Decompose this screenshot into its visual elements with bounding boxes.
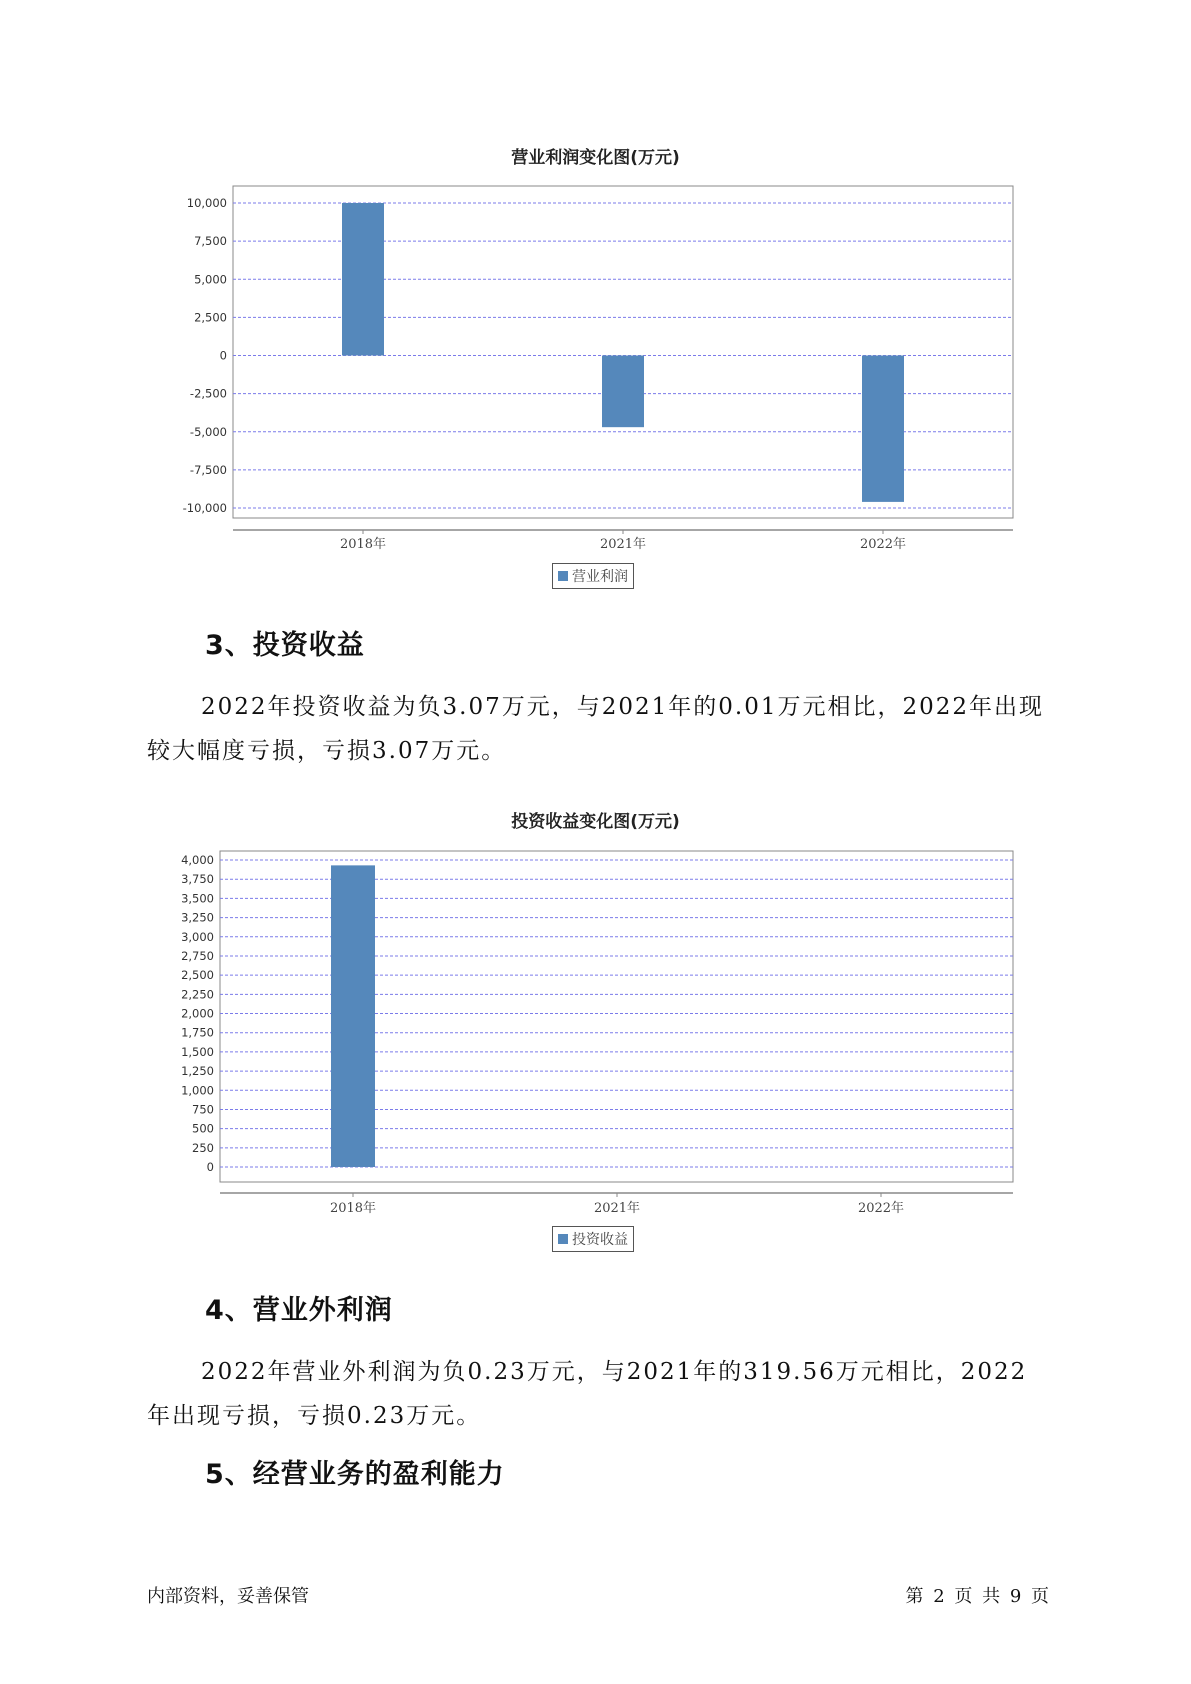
y-tick-label: 750 bbox=[192, 1102, 214, 1117]
chart-title: 营业利润变化图(万元) bbox=[511, 148, 680, 168]
y-tick-label: -7,500 bbox=[189, 462, 227, 477]
y-tick-label: 4,000 bbox=[181, 853, 214, 867]
section-heading-non-operating-profit: 4、营业外利润 bbox=[205, 1295, 393, 1326]
y-tick-label: 10,000 bbox=[186, 196, 227, 210]
plot-area bbox=[181, 851, 1013, 1216]
y-tick-label: -5,000 bbox=[189, 424, 227, 439]
x-tick-label: 2018年 bbox=[329, 1201, 377, 1216]
y-tick-label: 3,500 bbox=[181, 891, 214, 906]
y-tick-label: 3,000 bbox=[181, 929, 214, 944]
y-tick-label: 0 bbox=[206, 1160, 214, 1174]
y-tick-label: 1,500 bbox=[181, 1044, 214, 1059]
y-tick-label: 2,500 bbox=[194, 310, 227, 325]
legend-swatch bbox=[558, 1234, 568, 1244]
x-tick-label: 2022年 bbox=[859, 537, 907, 552]
y-tick-label: -10,000 bbox=[182, 501, 227, 515]
y-tick-label: 3,750 bbox=[181, 872, 214, 887]
section-heading-operating-profitability: 5、经营业务的盈利能力 bbox=[205, 1459, 505, 1490]
y-tick-label: 2,000 bbox=[181, 1006, 214, 1021]
x-tick-label: 2021年 bbox=[599, 537, 647, 552]
chart-legend bbox=[552, 1226, 634, 1252]
y-tick-label: 2,750 bbox=[181, 948, 214, 963]
y-tick-label: 1,750 bbox=[181, 1025, 214, 1040]
footer-page-number: 第 2 页 共 9 页 bbox=[905, 1586, 1051, 1607]
section-heading-investment-income: 3、投资收益 bbox=[205, 630, 365, 661]
paragraph-investment-income: 2022年投资收益为负3.07万元，与2021年的0.01万元相比，2022年出现较大幅度亏损，亏损3.07万元。 bbox=[147, 694, 1045, 764]
y-tick-label: 7,500 bbox=[194, 234, 227, 249]
bar bbox=[331, 865, 375, 1167]
x-tick-label: 2021年 bbox=[593, 1201, 641, 1216]
y-tick-label: 5,000 bbox=[194, 272, 227, 287]
x-tick-label: 2022年 bbox=[857, 1201, 905, 1216]
legend-label: 营业利润 bbox=[572, 569, 628, 585]
y-tick-label: -2,500 bbox=[189, 386, 227, 401]
chart-title: 投资收益变化图(万元) bbox=[511, 812, 680, 832]
y-tick-label: 0 bbox=[219, 348, 227, 363]
paragraph-non-operating-profit: 2022年营业外利润为负0.23万元，与2021年的319.56万元相比，2022年出现亏损，亏损0.23万元。 bbox=[147, 1359, 1028, 1429]
y-tick-label: 1,250 bbox=[181, 1064, 214, 1079]
y-tick-label: 250 bbox=[192, 1140, 214, 1155]
y-tick-label: 500 bbox=[192, 1121, 214, 1136]
y-tick-label: 2,500 bbox=[181, 968, 214, 983]
y-tick-label: 2,250 bbox=[181, 987, 214, 1002]
x-tick-label: 2018年 bbox=[339, 537, 387, 552]
legend-label: 投资收益 bbox=[572, 1232, 628, 1248]
footer-confidential-note: 内部资料，妥善保管 bbox=[147, 1586, 309, 1607]
y-tick-label: 1,000 bbox=[181, 1083, 214, 1098]
y-tick-label: 3,250 bbox=[181, 910, 214, 925]
